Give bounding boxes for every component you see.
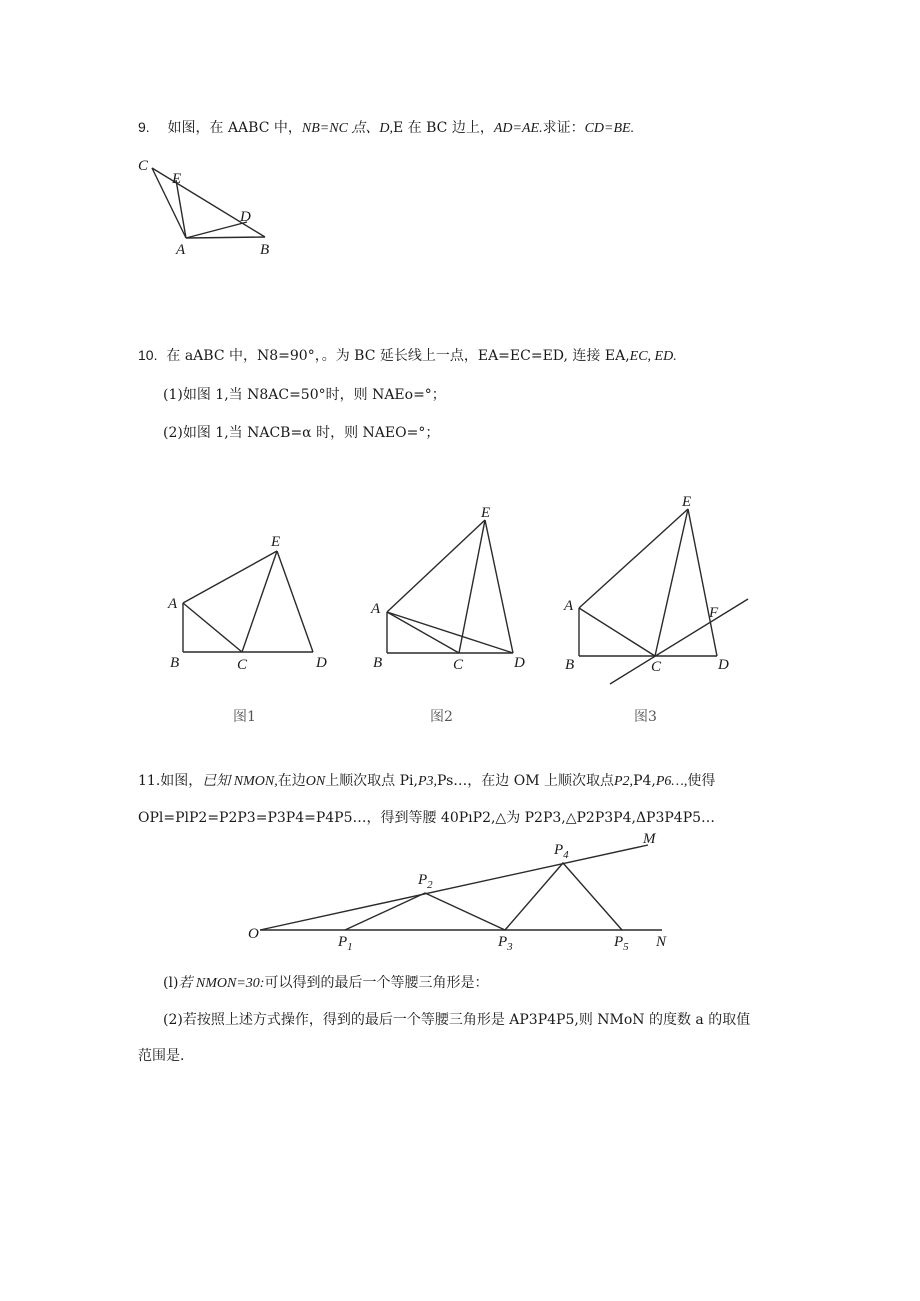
q11-label-N: N [656,934,667,950]
q11-sub2 [163,1010,750,1030]
fig3-label-B: B [565,657,575,673]
fig3-caption: 图3 [634,709,657,725]
q9-label-E: E [172,171,182,187]
q11-part-a: 11.如图， [138,773,203,789]
fig2-label-B: B [373,655,383,671]
q9-part5: 求证： [542,120,585,136]
q9-part6: CD=BE. [584,121,635,136]
fig3-label-D: D [718,657,729,673]
q9-label-B: B [260,242,270,258]
q9-part2: NB=NC 点、D, [301,121,394,136]
q10-number: 10. [138,347,158,363]
q10-part2: EC, ED. [629,349,677,364]
q11-part-e: 上顺次取点 Pi, [325,773,418,789]
fig3-label-E: E [682,494,692,510]
q11-part-i: P4, [633,773,656,789]
fig2-label-A: A [371,601,381,617]
q11-part-j: P6…, [655,774,688,789]
q11-label-P4: $P_4$ [554,842,569,861]
q11-label-P3: $P_3$ [498,934,513,953]
q11-sub1 [163,973,488,994]
q11-sub2-text: (2)若按照上述方式操作，得到的最后一个等腰三角形是 AP3P4P5,则 NMoN 的度数 a 的取值 [163,1012,751,1028]
fig1-label-D: D [316,655,327,671]
q11-part-f: P3, [417,774,438,789]
fig1-label-B: B [170,655,180,671]
fig2-label-E: E [481,505,491,521]
fig2-label-D: D [514,655,525,671]
q11-line2: OPl=PlP2=P2P3=P3P4=P4P5…，得到等腰 40PıP2,△为 P2P3,△P2P3P4,ΔP3P4P5… [138,810,716,826]
fig1-label-A: A [168,596,178,612]
q11-part-c: 在边 [277,773,306,789]
q9-label-C: C [138,158,149,174]
q10-sub1-text: (1)如图 1,当 N8AC=50°时，则 NAEo=°； [163,387,446,403]
q9-number: 9. [138,119,150,135]
fig1-caption: 图1 [233,709,256,725]
q11-label-P5: $P_5$ [614,934,629,953]
q10-sub2-text: (2)如图 1,当 NACB=α 时，则 NAEO=°； [163,425,440,441]
q11-sub1-label: (l) [163,975,179,991]
q11-label-P1: $P_1$ [338,934,353,953]
fig3-label-F: F [709,605,719,621]
q11-label-M: M [643,831,656,847]
q11-sub1-question: 可以得到的最后一个等腰三角形是： [264,975,489,991]
q9-part4: AD=AE. [493,121,543,136]
q11-part-h: P2, [614,774,634,789]
q9-part3: E 在 BC 边上， [393,120,494,136]
q9-part1: 如图，在 AABC 中， [167,120,302,136]
q11-sub2-cont-text: 范围是. [138,1048,185,1064]
fig2-label-C: C [453,657,464,673]
q11-part-b: 已知 NMON, [202,774,278,789]
q11-label-O: O [248,926,259,942]
q11-part-g: Ps…，在边 OM 上顺次取点 [437,773,614,789]
q9-label-A: A [176,242,186,258]
q11-label-P2: $P_2$ [418,872,433,891]
q11-part-d: ON [305,774,326,789]
q11-sub2-cont [138,1046,184,1066]
fig3-label-A: A [564,598,574,614]
q9-label-D: D [240,209,251,225]
fig1-label-C: C [237,657,248,673]
fig1-label-E: E [271,534,281,550]
fig2-caption: 图2 [430,709,453,725]
fig3-label-C: C [651,659,662,675]
q11-part-k: 使得 [687,773,716,789]
q10-part1: 在 aABC 中，N8=90°，。为 BC 延长线上一点，EA=EC=ED, 连接 EA, [166,348,630,364]
q11-sub1-condition: 若 NMON=30: [178,976,265,991]
